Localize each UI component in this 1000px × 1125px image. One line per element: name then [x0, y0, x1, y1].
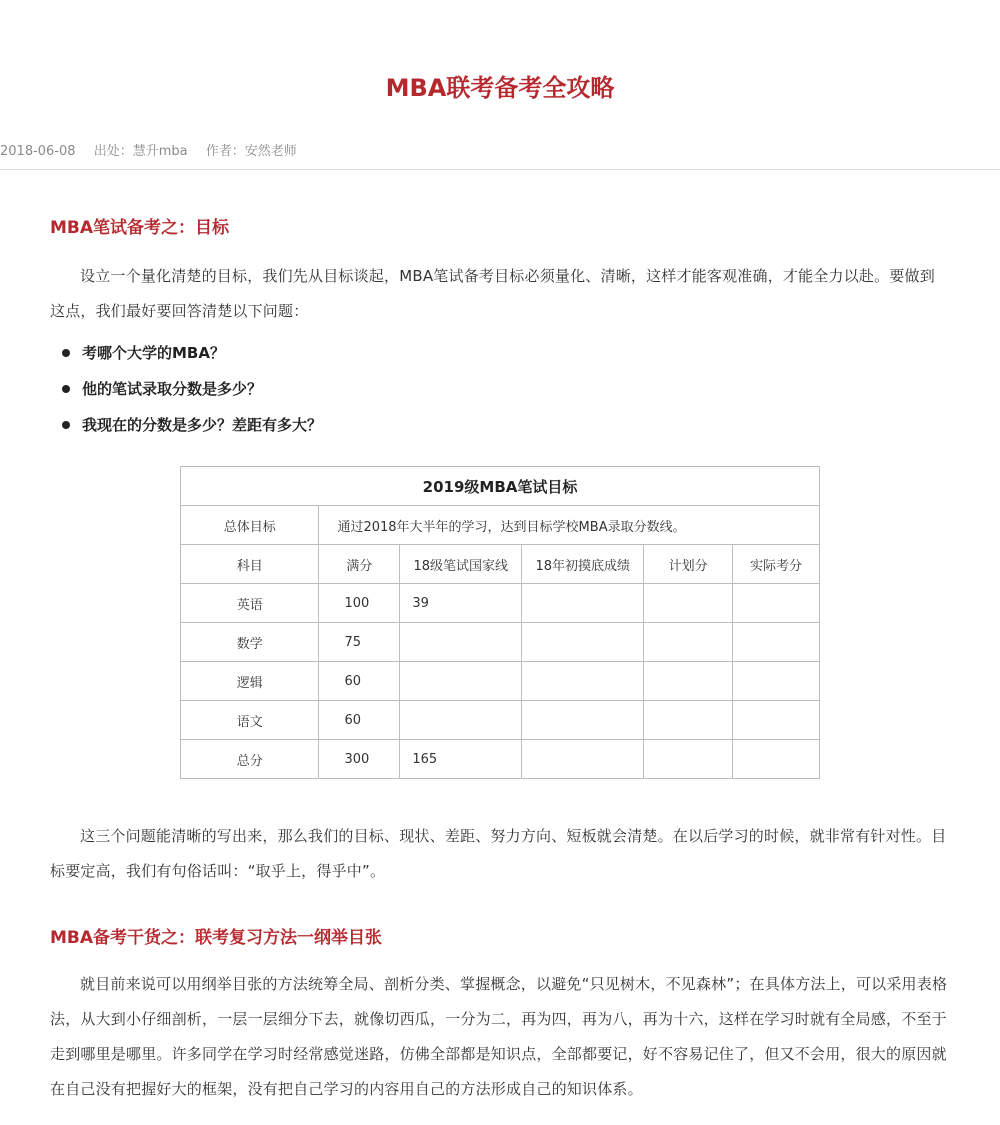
- table-cell: 75: [319, 623, 400, 662]
- section-heading-method: MBA备考干货之：联考复习方法一纲举目张: [50, 928, 383, 948]
- goal-table: [180, 466, 820, 779]
- subject-cell: 语文: [181, 701, 319, 740]
- table-cell: [733, 662, 820, 701]
- question-text: 考哪个大学的MBA？: [82, 344, 225, 362]
- goal-intro-paragraph: 设立一个量化清楚的目标，我们先从目标谈起，MBA笔试备考目标必须量化、清晰，这样才能客观准确，才能全力以赴。要做到这点，我们最好要回答清楚以下问题：: [50, 267, 935, 320]
- table-cell: 60: [319, 701, 400, 740]
- table-cell: [522, 623, 644, 662]
- overall-goal-value: 通过2018年大半年的学习，达到目标学校MBA录取分数线。: [319, 506, 820, 545]
- table-cell: 60: [319, 662, 400, 701]
- table-header-row: [181, 545, 820, 584]
- list-item: [50, 409, 322, 445]
- column-header: 实际考分: [733, 545, 820, 584]
- goal-question-list: [50, 337, 322, 445]
- table-cell: [733, 740, 820, 779]
- table-cell: [644, 584, 733, 623]
- table-cell: [733, 623, 820, 662]
- bullet-icon: [62, 385, 70, 393]
- table-cell: [522, 701, 644, 740]
- table-row: [181, 740, 820, 779]
- list-item: [50, 373, 322, 409]
- table-cell: [400, 623, 522, 662]
- table-row: [181, 701, 820, 740]
- subject-cell: 逻辑: [181, 662, 319, 701]
- article-title: MBA联考备考全攻略: [385, 74, 615, 102]
- method-body-paragraph: 就目前来说可以用纲举目张的方法统筹全局、剖析分类、掌握概念，以避免“只见树木，不见森林”；在具体方法上，可以采用表格法，从大到小仔细剖析，一层一层细分下去，就像切西瓜，一分为二，再为四，再为八，再为十六，这样在学习时就有全局感，不至于走到哪里是哪里。许多同学在学习时经常感觉迷路，仿佛全部都是知识点，全部都要记，好不容易记住了，但又不会用，很大的原因就在自己没有把握好大的框架，没有把自己学习的内容用自己的方法形成自己的知识体系。: [50, 975, 948, 1098]
- table-cell: [733, 584, 820, 623]
- table-caption-row: [181, 467, 820, 506]
- column-header: 满分: [319, 545, 400, 584]
- article-source: 出处：慧升mba: [93, 144, 188, 159]
- publish-date: 2018-06-08: [0, 144, 76, 159]
- table-row: [181, 506, 820, 545]
- table-cell: 165: [400, 740, 522, 779]
- table-cell: 300: [319, 740, 400, 779]
- table-row: [181, 584, 820, 623]
- article-author: 作者：安然老师: [205, 144, 297, 159]
- table-cell: 100: [319, 584, 400, 623]
- list-item: [50, 337, 322, 373]
- column-header: 科目: [181, 545, 319, 584]
- table-cell: [522, 740, 644, 779]
- overall-goal-label: 总体目标: [181, 506, 319, 545]
- column-header: 18级笔试国家线: [400, 545, 522, 584]
- question-text: 我现在的分数是多少？差距有多大？: [82, 416, 323, 434]
- table-cell: [644, 701, 733, 740]
- table-row: [181, 662, 820, 701]
- table-cell: [522, 662, 644, 701]
- table-cell: [733, 701, 820, 740]
- bullet-icon: [62, 349, 70, 357]
- table-row: [181, 623, 820, 662]
- table-cell: [400, 701, 522, 740]
- table-cell: [400, 662, 522, 701]
- table-caption: 2019级MBA笔试目标: [181, 467, 820, 506]
- bullet-icon: [62, 421, 70, 429]
- column-header: 计划分: [644, 545, 733, 584]
- goal-conclusion-paragraph: 这三个问题能清晰的写出来，那么我们的目标、现状、差距、努力方向、短板就会清楚。在以后学习的时候，就非常有针对性。目标要定高，我们有句俗话叫：“取乎上，得乎中”。: [50, 827, 947, 880]
- table-cell: [522, 584, 644, 623]
- article-meta: [0, 142, 1000, 162]
- table-cell: 39: [400, 584, 522, 623]
- subject-cell: 英语: [181, 584, 319, 623]
- question-text: 他的笔试录取分数是多少？: [82, 380, 263, 398]
- table-cell: [644, 623, 733, 662]
- table-cell: [644, 662, 733, 701]
- meta-divider: [0, 169, 1000, 170]
- table-cell: [644, 740, 733, 779]
- subject-cell: 总分: [181, 740, 319, 779]
- column-header: 18年初摸底成绩: [522, 545, 644, 584]
- subject-cell: 数学: [181, 623, 319, 662]
- section-heading-goal: MBA笔试备考之：目标: [50, 218, 230, 238]
